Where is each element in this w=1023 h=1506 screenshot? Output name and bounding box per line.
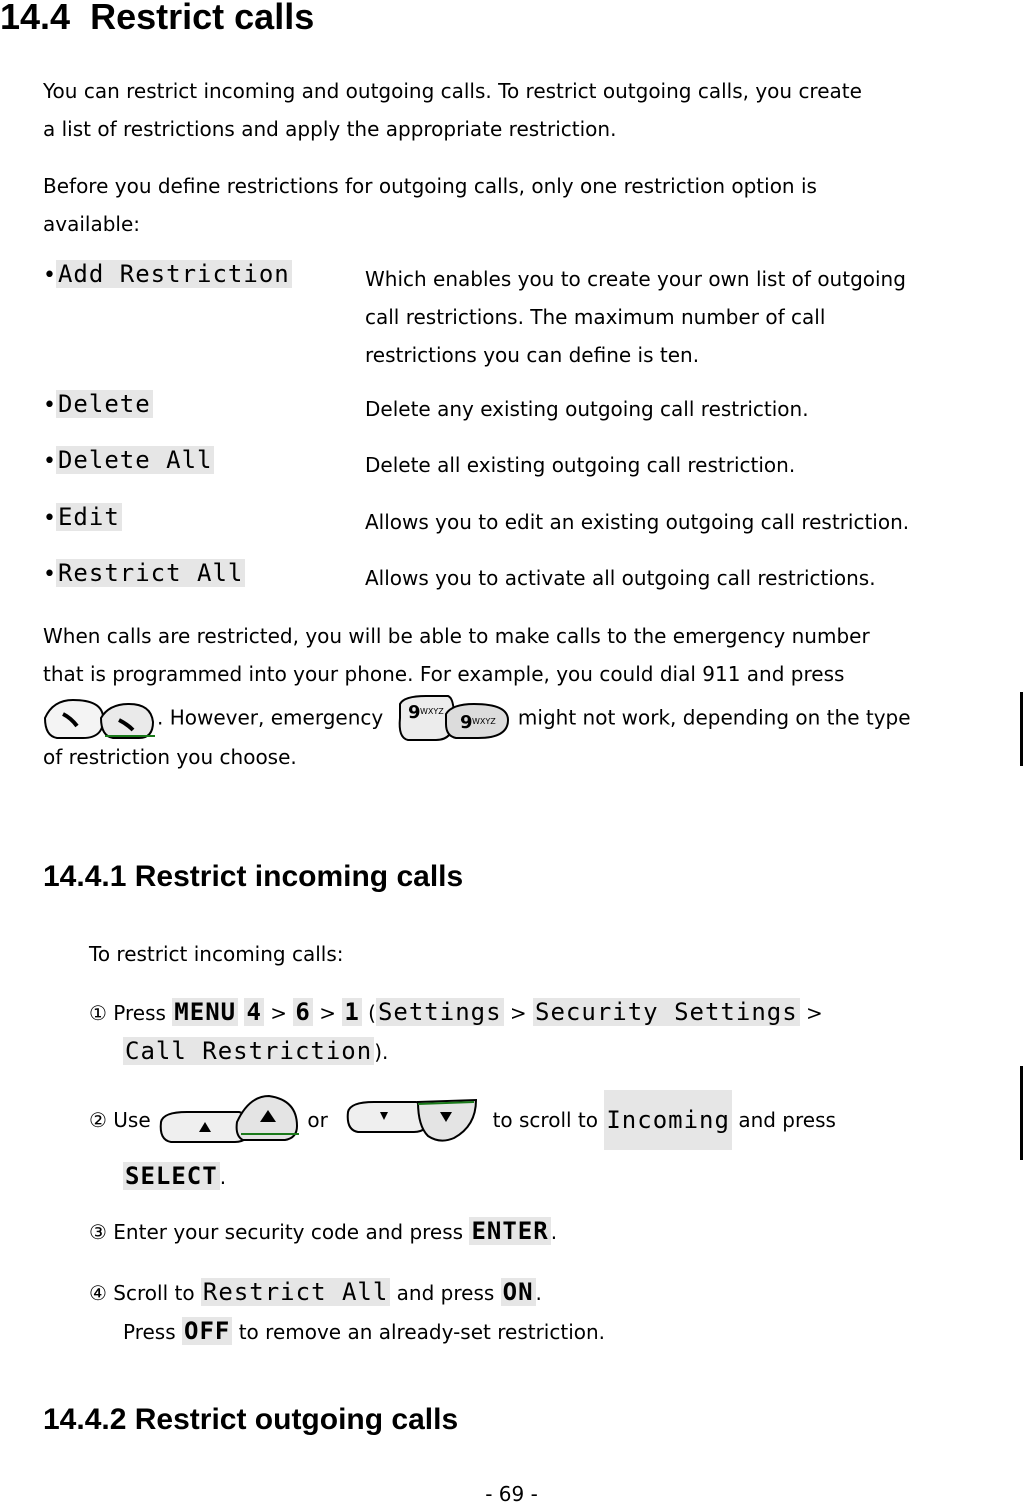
intro-line: a list of restrictions and apply the appropriate restriction. bbox=[43, 117, 617, 141]
step-text: to remove an already-set restriction. bbox=[238, 1320, 606, 1344]
step-text: to scroll to bbox=[492, 1108, 598, 1132]
punct: . bbox=[219, 1165, 227, 1189]
emergency-text: might not work, depending on the type bbox=[517, 705, 911, 730]
page-number: - 69 - bbox=[485, 1482, 538, 1506]
down-key-icon bbox=[344, 1092, 480, 1148]
step-text: Scroll to bbox=[113, 1281, 195, 1305]
paren: ). bbox=[374, 1040, 389, 1064]
emergency-line-3 bbox=[43, 694, 1008, 750]
step-1 bbox=[89, 993, 989, 1071]
key-4: 4 bbox=[246, 998, 262, 1026]
step-number: ① bbox=[89, 1001, 107, 1025]
option-desc: Allows you to activate all outgoing call restrictions. bbox=[365, 566, 876, 590]
menu-settings: Settings bbox=[377, 998, 502, 1026]
option-desc-line: Which enables you to create your own list of outgoing bbox=[365, 267, 906, 291]
step-2-continued bbox=[123, 1162, 226, 1190]
subsection-title-incoming: 14.4.1 Restrict incoming calls bbox=[43, 860, 464, 893]
bullet: • bbox=[43, 506, 56, 531]
step-text: Use bbox=[113, 1108, 151, 1132]
option-term: Restrict All bbox=[57, 559, 244, 587]
heading-number: 14.4 bbox=[0, 0, 71, 37]
emergency-line: that is programmed into your phone. For example, you could dial 911 and press bbox=[43, 662, 845, 686]
emergency-line: of restriction you choose. bbox=[43, 745, 297, 769]
step-text: Enter your security code and press bbox=[113, 1220, 464, 1244]
option-desc: Delete all existing outgoing call restriction. bbox=[365, 453, 796, 477]
option-desc: Delete any existing outgoing call restriction. bbox=[365, 397, 809, 421]
option-add-restriction bbox=[43, 260, 1003, 367]
step-text: and press bbox=[738, 1108, 836, 1132]
bullet: • bbox=[43, 393, 56, 418]
option-delete-all bbox=[43, 446, 1003, 486]
step-number: ④ bbox=[89, 1281, 107, 1305]
emergency-paragraph bbox=[43, 617, 1008, 693]
intro-line: You can restrict incoming and outgoing calls. To restrict outgoing calls, you create bbox=[43, 79, 862, 103]
nine-key-icon bbox=[396, 694, 512, 744]
step-2 bbox=[89, 1090, 989, 1154]
step-text: or bbox=[307, 1108, 328, 1132]
option-desc-line: restrictions you can define is ten. bbox=[365, 343, 700, 367]
menu-security-settings: Security Settings bbox=[535, 998, 798, 1026]
menu-incoming: Incoming bbox=[604, 1090, 732, 1150]
send-key-icon bbox=[43, 696, 157, 742]
svg-text:WXYZ: WXYZ bbox=[471, 717, 496, 726]
bullet: • bbox=[43, 263, 56, 288]
option-term: Add Restriction bbox=[57, 260, 290, 288]
emergency-line: When calls are restricted, you will be able to make calls to the emergency number bbox=[43, 624, 870, 648]
page-heading bbox=[0, 0, 314, 38]
step-3 bbox=[89, 1217, 557, 1245]
punct: . bbox=[550, 1220, 558, 1244]
step-4 bbox=[89, 1273, 605, 1351]
step-text: and press bbox=[396, 1281, 495, 1305]
svg-text:9: 9 bbox=[459, 712, 473, 733]
option-term: Delete bbox=[57, 390, 151, 418]
before-paragraph bbox=[43, 167, 1003, 243]
menu-call-restriction: Call Restriction bbox=[125, 1037, 373, 1065]
option-restrict-all bbox=[43, 559, 1003, 599]
up-key-icon bbox=[157, 1092, 301, 1148]
subsection-title-outgoing: 14.4.2 Restrict outgoing calls bbox=[43, 1403, 459, 1436]
key-enter: ENTER bbox=[471, 1217, 549, 1245]
option-desc: Allows you to edit an existing outgoing call restriction. bbox=[365, 510, 910, 534]
key-menu: MENU bbox=[174, 998, 237, 1026]
key-select: SELECT bbox=[125, 1162, 218, 1190]
before-line: available: bbox=[43, 212, 141, 236]
separator: > bbox=[319, 1001, 336, 1025]
step-text: Press bbox=[123, 1320, 176, 1344]
option-desc-line: call restrictions. The maximum number of call bbox=[365, 305, 826, 329]
before-line: Before you define restrictions for outgoing calls, only one restriction option is bbox=[43, 174, 817, 198]
svg-text:WXYZ: WXYZ bbox=[419, 707, 444, 716]
punct: . bbox=[535, 1281, 542, 1305]
separator: > bbox=[270, 1001, 288, 1025]
key-on: ON bbox=[502, 1278, 534, 1306]
key-1: 1 bbox=[344, 998, 360, 1026]
step-number: ③ bbox=[89, 1220, 107, 1244]
intro-paragraph bbox=[43, 72, 1003, 148]
key-6: 6 bbox=[295, 998, 311, 1026]
separator: > bbox=[806, 1001, 823, 1025]
heading-title: Restrict calls bbox=[90, 0, 315, 37]
bullet: • bbox=[43, 449, 56, 474]
emergency-text: . However, emergency bbox=[157, 705, 384, 730]
step-text: Press bbox=[113, 1001, 166, 1025]
option-term: Delete All bbox=[57, 446, 213, 474]
option-edit bbox=[43, 503, 1003, 543]
key-off: OFF bbox=[184, 1317, 231, 1345]
incoming-lead: To restrict incoming calls: bbox=[89, 942, 344, 966]
svg-text:9: 9 bbox=[407, 702, 421, 723]
option-delete bbox=[43, 390, 1003, 430]
option-desc bbox=[365, 260, 1005, 374]
option-term: Edit bbox=[57, 503, 120, 531]
step-number: ② bbox=[89, 1108, 107, 1132]
separator: > bbox=[509, 1001, 527, 1025]
menu-restrict-all: Restrict All bbox=[202, 1278, 389, 1306]
paren: ( bbox=[368, 1001, 376, 1025]
bullet: • bbox=[43, 562, 56, 587]
